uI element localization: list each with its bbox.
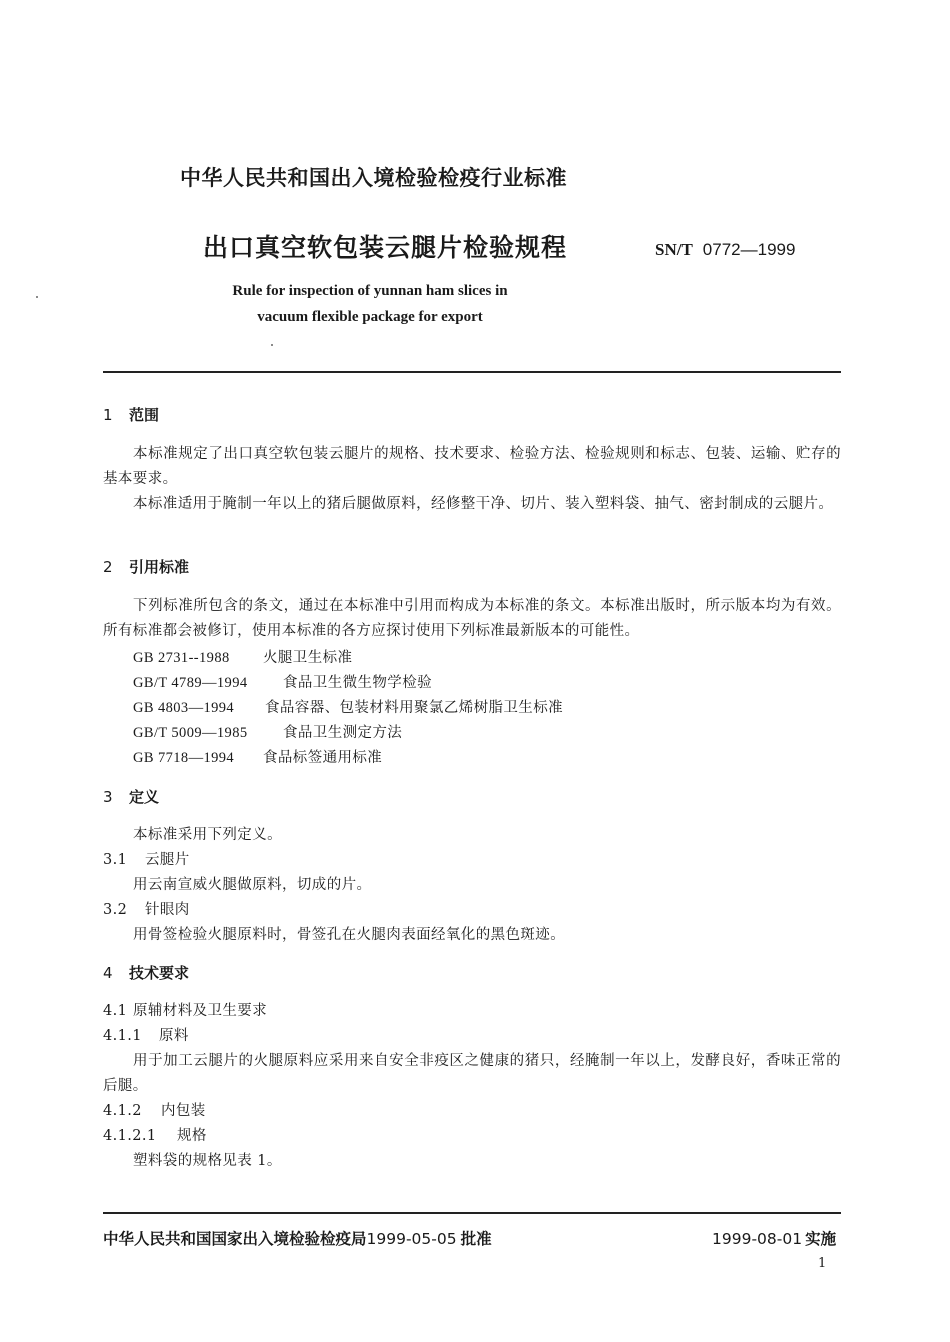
reference-name: 食品标签通用标准 [263,750,383,766]
section-number: 4 [103,964,113,982]
header-divider [103,371,841,373]
reference-code: GB/T 4789—1994 [133,675,248,691]
scan-speck [36,296,38,298]
approval-word: 批准 [460,1230,492,1248]
clause-number: 4.1.2 [103,1103,142,1119]
approval-date: 1999-05-05 [366,1230,457,1248]
clause-number: 4.1.2.1 [103,1128,157,1144]
reference-standard [133,696,563,717]
clause-title: 原辅材料及卫生要求 [133,1003,268,1019]
definition-3-2-text: 用骨签检验火腿原料时，骨签孔在火腿肉表面经氧化的黑色斑迹。 [133,927,566,943]
document-title: 出口真空软包装云腿片检验规程 [203,233,568,262]
clause-title: 内包装 [161,1103,206,1119]
section-4-heading [103,962,189,983]
clause-number: 3.2 [103,902,128,918]
section-title: 范围 [129,406,160,424]
clause-title: 原料 [159,1028,189,1044]
approver: 中华人民共和国国家出入境检验检疫局 [103,1230,367,1248]
clause-number: 3.1 [103,852,128,868]
english-title [100,278,640,330]
clause-number: 4.1.1 [103,1028,142,1044]
clause-4-1-2-heading [103,1099,206,1120]
reference-name: 火腿卫生标准 [263,650,353,666]
definition-3-1-heading [103,848,190,869]
reference-standard [133,646,352,667]
section-3-paragraph-1: 本标准采用下列定义。 [133,827,282,843]
effective-date: 1999-08-01 [712,1230,803,1248]
clause-4-1-1-heading [103,1024,189,1045]
effective-word: 实施 [805,1230,837,1248]
reference-code: GB 4803—1994 [133,700,235,716]
standard-code-number: 0772—1999 [702,240,796,259]
section-3-heading [103,786,159,807]
standard-code [655,240,795,260]
clause-4-1-2-1-heading [103,1124,207,1145]
reference-standard [133,721,402,742]
section-title: 定义 [129,788,160,806]
page-number: 1 [818,1256,827,1271]
reference-standard [133,746,382,767]
scan-speck [271,344,273,346]
effective-line [712,1227,836,1249]
reference-name: 食品卫生微生物学检验 [283,675,432,691]
definition-3-2-heading [103,898,190,919]
section-number: 1 [103,406,113,424]
clause-title: 云腿片 [145,852,190,868]
definition-3-1-text: 用云南宣威火腿做原料，切成的片。 [133,877,372,893]
standard-code-prefix: SN/T [655,240,693,259]
clause-number: 4.1 [103,1003,128,1019]
section-1-heading [103,404,159,425]
english-title-line2: vacuum flexible package for export [257,309,483,325]
clause-title: 针眼肉 [145,902,190,918]
clause-title: 规格 [177,1128,207,1144]
clause-4-1-1-text: 用于加工云腿片的火腿原料应采用来自安全非疫区之健康的猪只，经腌制一年以上，发酵良好，香味正常的后腿。 [103,1053,841,1094]
standard-category: 中华人民共和国出入境检验检疫行业标准 [180,166,567,190]
reference-name: 食品卫生测定方法 [283,725,403,741]
section-1-paragraph-2: 本标准适用于腌制一年以上的猪后腿做原料，经修整干净、切片、装入塑料袋、抽气、密封制成的云腿片。 [133,496,834,512]
approval-line [103,1227,492,1249]
footer-divider [103,1212,841,1214]
reference-standard [133,671,432,692]
section-title: 引用标准 [129,558,190,576]
section-title: 技术要求 [129,964,190,982]
clause-4-1-heading [103,999,267,1020]
english-title-line1: Rule for inspection of yunnan ham slices in [232,283,508,299]
reference-name: 食品容器、包装材料用聚氯乙烯树脂卫生标准 [265,700,563,716]
section-number: 3 [103,788,113,806]
section-number: 2 [103,558,113,576]
section-1-paragraph-1: 本标准规定了出口真空软包装云腿片的规格、技术要求、检验方法、检验规则和标志、包装、运输、贮存的基本要求。 [103,446,841,487]
clause-4-1-2-1-text: 塑料袋的规格见表 1。 [133,1153,282,1169]
reference-code: GB 2731--1988 [133,650,230,666]
reference-code: GB/T 5009—1985 [133,725,248,741]
reference-code: GB 7718—1994 [133,750,235,766]
section-2-paragraph-1: 下列标准所包含的条文，通过在本标准中引用而构成为本标准的条文。本标准出版时，所示版本均为有效。所有标准都会被修订，使用本标准的各方应探讨使用下列标准最新版本的可能性。 [103,598,841,639]
section-2-heading [103,556,189,577]
